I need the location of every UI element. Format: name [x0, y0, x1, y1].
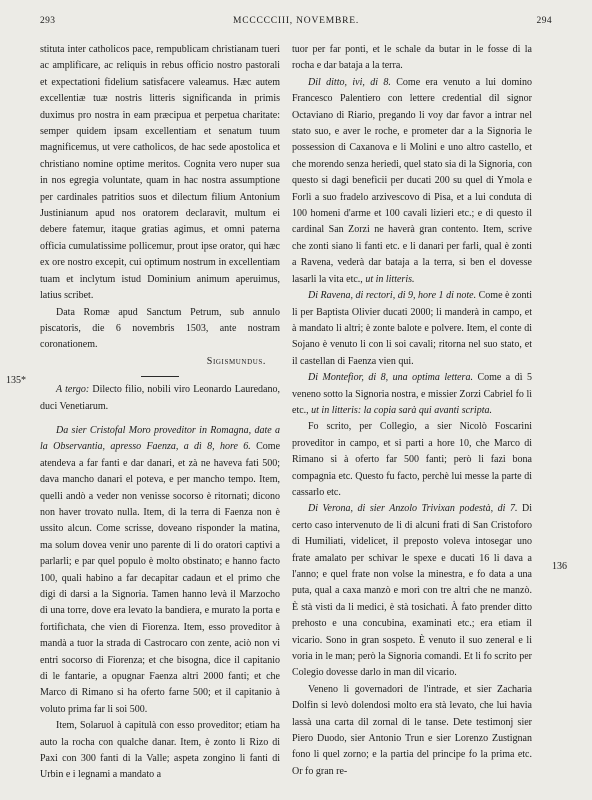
section-divider: [141, 376, 179, 377]
entry-text: Come a dì 5 veneno sotto la Signoria nostra, e missier Zorzi Cabriel fo lì etc.,: [292, 372, 532, 416]
entry-ravena: [292, 288, 532, 370]
entry-heading: Di Montefior, di 8, una optima lettera.: [308, 372, 473, 384]
entry-text: Come è zonti li per Baptista Olivier ducati 2000; li manderà in campo, et à mandato li altri; è zonte balote e polvere. Item, el conte di Sojano è venuto li con li soi cavali; ritorna nel suo stato, et il castellan di Faenza vien qui.: [292, 290, 532, 367]
entry-text: Come era venuto a lui domino Francesco Palentiero con lettere credential dil signor Octaviano di Riario, pregando li voy dar favor a intrar nel stato suo, e aver le roche, e prometer dar a la Signoria le possession di Caxanova e li Molini e uno altro castello, et che morendo senza heriedi, quel stato sia di la Signoria, con questo si dagi beneficii per ducati 200 su quel di Ymola e Forlì a suo fradelo arzivescovo di Pisa, et a lui conduta di 100 homeni d'arme et 100 cavali lizieri etc.; e di questo il cardinal San Zorzi ne haverà gran contento. Item, scrive che zonti siano li fanti etc. e li danari per farli, qual è zonti a Ravena, vederà dar bataja a la terra, si ben el dovesse lasarli la vita etc.,: [292, 76, 532, 285]
entry-heading: Da sier Cristofal Moro proveditor in Romagna, date a la Observantia, apresso Faenza, a dì 8, hore 6.: [40, 424, 280, 453]
entry-heading: Di Verona, di sier Anzolo Trivixan podestà, di 7.: [308, 503, 518, 515]
page-number-right: 294: [536, 16, 552, 26]
entry-moro: [40, 423, 280, 718]
page-number-left: 293: [40, 16, 56, 26]
latin-letter-paragraph: stituta inter catholicos pace, rempublicam christianam tueri ac amplificare, ac reliquis in rebus officio nostro pastorali et expectationi fidelium satisfacere valeamus. Hæc autem excellentiæ tuæ nostris litteris significanda in primis duximus pro nostra in eam præcipua et perpetua charitate: semper quidem ipsam excellentiam et senatum tuum magnificemus, ut vere catholicos, de hac sede apostolica et christiano nomine optime meritos. Cognita vero nuper sua in nos egregia voluntate, quam in hac nostra assumptione per cardinales patritios suos et dilectum filium Antonium Justinianum apud nos oratorem declaravit, multum ei debere fatemur, itaque gratias agimus, et omni paterna officia cumulatissime pollicemur, prout ipse orator, qui hæc ex ore nostro excepit, cui optimum nostrum in excellentiam tuam et inclytum istud Dominium animum aperuimus, latius scribet.: [40, 44, 280, 302]
entry-montefior: [292, 370, 532, 419]
margin-number-right: 136: [552, 561, 567, 572]
page-header: [40, 16, 552, 32]
entry-heading: Dil ditto, ivi, di 8.: [308, 76, 391, 88]
entry-text: Come atendeva a far fanti e dar danari, et zà ne haveva fati 500; dava mancho danari el poteva, e per mancho tempo. Item, quelli andò a veder non venisse socorso è ritornati; dicono non haver trovato nulla. Item, di la terra di Faenza non è ussito alcun. Come scrisse, doveano risponder la matina, ma solum dovea venir uno parente di li do oratori captivi a parlarli; e par quel populo è molto obstinato; e hanno facto 100, quali habino a far decapitar cadaun et el primo che digi di darsi a la Signoria. Tamen hanno levà il Marzocho di una torre, dove era levato la bandiera, e murato la porta e fortifichata, che vien di Fiorenza. Item, esso proveditor à mandà a tuor la strada di Castrocaro con zente, aciò non vi entri socorso di Fiorenza; et che bisogna, dice il capitanio di le fantarie, a opugnar Faenza altri 2000 fanti; et che Marco di Rimano si ha oferto farne 500; et il capitanio à voluto prima far li soi 500.: [40, 441, 281, 715]
entry-solaruol: Item, Solaruol à capitulà con esso proveditor; etiam ha auto la rocha con qualche danar. Item, è zonto li Rizo di Paxi con 300 fanti di la Valle; aspeta zongino li fanti di Urbin e i legnami a mandato a: [40, 720, 280, 781]
continuation-paragraph: tuor per far ponti, et le schale da butar in le fosse di la rocha e dar bataja a la terra.: [292, 44, 532, 72]
entry-heading: Di Ravena, di rectori, di 9, hore 1 di note.: [308, 290, 477, 302]
entry-text: Di certo caso intervenuto de li di alcuni frati di San Cristoforo di Humiliati, videlicet, il preposto voleva intosegar uno frate amalato per schivar le spexe e ducati 16 li dava a l'anno; e quel frate non volse la minestra, e fo data a una puta, qual a caxa manzò e morì con tre altri che ne manzò. È stà visti da li medici, è stà tosichati. À fato prender ditto prehosto e una concubina, examinati etc.; era etiam il vicario. Sono in gran sospeto. È venuto il suo zeneral e li voria in le man; però la Signoria comandi. Et li fo scrito per Colegio dovesse darlo in man dil vicario.: [292, 503, 533, 679]
a-tergo-label: A tergo:: [56, 384, 90, 396]
signature: Sigismundus.: [206, 355, 266, 367]
running-title: MCCCCCIII, NOVEMBRE.: [232, 16, 360, 26]
entry-verona: [292, 501, 532, 681]
entry-closing: ut in litteris.: [365, 273, 415, 285]
a-tergo-text: Dilecto filio, nobili viro Leonardo Lauredano, duci Venetiarum.: [40, 384, 280, 412]
entry-closing: ut in litteris: la copia sarà qui avanti scripta.: [311, 404, 492, 416]
left-column: [40, 42, 280, 784]
a-tergo-paragraph: [40, 382, 280, 415]
latin-letter-dating: Data Romæ apud Sanctum Petrum, sub annulo piscatoris, die 6 novembris 1503, ante nostram coronationem.: [40, 306, 280, 351]
entry-zacharia: Veneno li governadori de l'intrade, et sier Zacharia Dolfin si levò dolendosi molto era stà levato, che lui havia lassà una carta dil zornal di le tanse. Dete testimonj sier Piero Duodo, sier Antonio Trun e sier Lorenzo Zustignan fono li quel zorno; e la partia del principe fo la prima etc. Or fo gran re-: [292, 683, 532, 777]
entry-foscarini: Fo scrito, per Collegio, a sier Nicolò Foscarini proveditor in campo, et si parti a hore 10, che Marco di Rimano si à oferto far 500 fanti; però li fazi bona compagnia etc. Questo fu facto, perchè lui messe la parte di cassarlo etc.: [292, 421, 532, 498]
right-column: [292, 42, 532, 780]
margin-number-left: 135*: [6, 375, 26, 386]
entry-ivi: [292, 75, 532, 288]
